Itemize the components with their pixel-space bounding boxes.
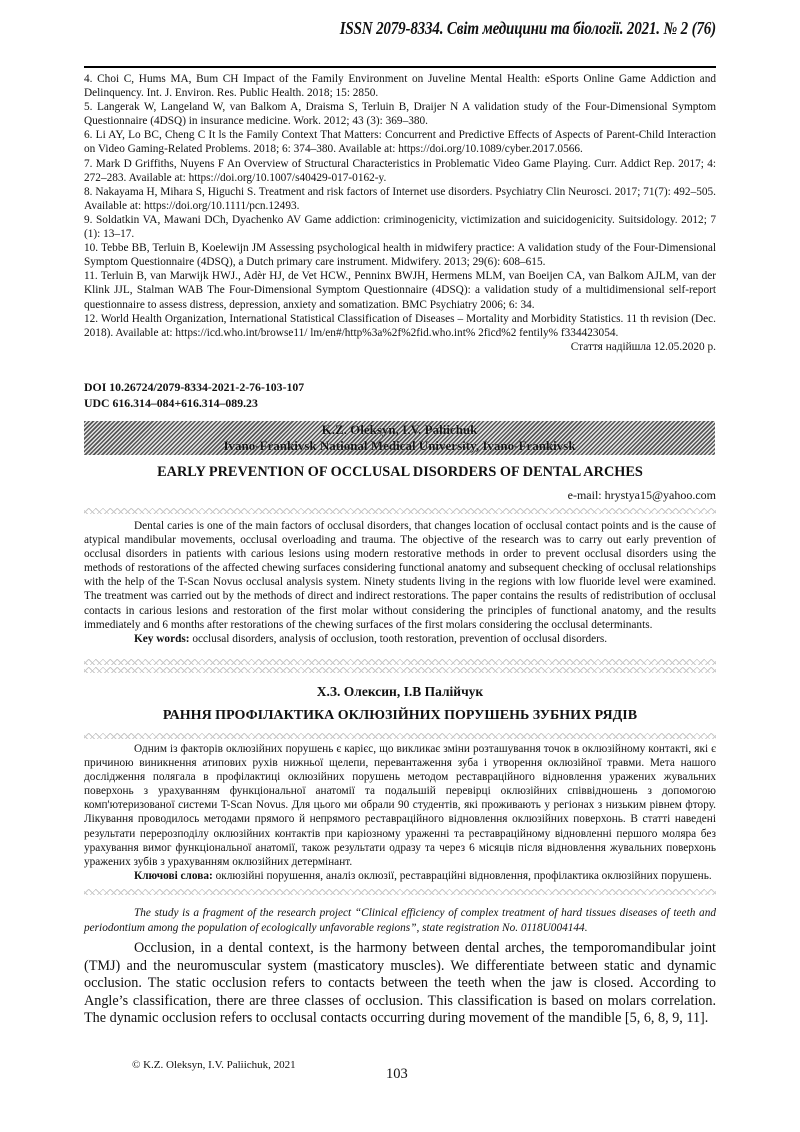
article-identifiers (84, 379, 304, 411)
funding-note (84, 906, 716, 936)
reference-item: 6. Li AY, Lo BC, Cheng C It ls the Family Context That Matters: Concurrent and Predictive Effects of Aspects of Parent-Child Interaction on Video Gaming-Related Problems. 2018; 6: 374–380. Available at: https://doi.org/10.1089/cyber.2017.0566. (84, 129, 716, 156)
copyright-notice: © K.Z. Oleksyn, I.V. Paliichuk, 2021 (132, 1059, 296, 1071)
keywords-en-label: Key words: (134, 632, 190, 645)
abstract-en (84, 519, 716, 646)
abstract-ua (84, 742, 716, 883)
page-number: 103 (386, 1066, 408, 1082)
keywords-ua-label: Ключові слова: (134, 869, 213, 882)
wavy-divider (84, 508, 716, 514)
received-date: Стаття надійшла 12.05.2020 р. (570, 340, 716, 353)
reference-item: 8. Nakayama H, Mihara S, Higuchi S. Treatment and risk factors of Internet use disorders. Psychiatry Clin Neurosci. 2017; 71(7): 492–505. Available at: https://doi.org/10.1111/pcn.12493. (84, 185, 716, 212)
authors-en: K.Z. Oleksyn, I.V. Paliichuk (321, 422, 478, 437)
abstract-ua-text: Одним із факторів оклюзійних порушень є карієс, що викликає зміни розташування точок в оклюзійному контакті, які є причиною виникнення атипових рухів нижньої щелепи, перевантаження зуба і утворення оклюзійної травми. Мета нашого дослідження полягала в профілактиці оклюзійних порушень методом реставраційного відновлення уражених жувальних поверхонь з урахуванням функціональної анатомії та подальшій перевірці оклюзійних співвідношень з допомогою комп'ютеризованої системи T-Scan Novus. Для цього ми обрали 90 студентів, які проживають у регіонах з низьким рівнем фтору. Лікування проводилось методами прямого й непрямого реставраційного відновлення оклюзійних поверхонь. В статті наведені результати перерозподілу оклюзійних контактів при каріозному ураженні та реставраційному відновленні першого моляра без урахування вимог функціональної анатомії, також результати одразу та через 6 місяців після відновлення жувальних поверхонь уражених зубів з урахуванням оклюзійних детермінант. (84, 743, 716, 868)
keywords-ua (84, 869, 716, 883)
article-title-ua: РАННЯ ПРОФІЛАКТИКА ОКЛЮЗІЙНИХ ПОРУШЕНЬ ЗУБНИХ РЯДІВ (162, 708, 638, 723)
article-body (84, 940, 716, 1028)
body-paragraph: Occlusion, in a dental context, is the harmony between dental arches, the temporomandibular joint (TMJ) and the neuromuscular system (masticatory muscles). We differentiate between static and dynamic occlusion. The static occlusion refers to contacts between the teeth when the jaw is closed. According to Angle’s classification, there are three classes of occlusion. This classification is based on molars correlation. The dynamic occlusion refers to occlusal contacts occurring during movement of the mandible [5, 6, 8, 9, 11]. (84, 940, 716, 1027)
doi: DOI 10.26724/2079-8334-2021-2-76-103-107 (84, 380, 305, 394)
references-list (84, 72, 716, 354)
reference-item: 11. Terluin B, van Marwijk HWJ., Adèr HJ, de Vet HCW., Penninx BWJH, Hermens MLM, van Boeijen CA, van Balkom AJLM, van der Klink JJL, Stalman WAB The Four-Dimensional Symptom Questionnaire (4DSQ): a validation study of a multidimensional self-report questionnaire to assess distress, depression, anxiety and somatization. BMC Psychiatry 2006; 6: 34. (84, 270, 716, 311)
wavy-divider (84, 667, 716, 673)
article-title-en: EARLY PREVENTION OF OCCLUSAL DISORDERS OF DENTAL ARCHES (157, 464, 643, 480)
authors-ua: Х.З. Олексин, І.В Палійчук (316, 684, 484, 699)
udc: UDC 616.314–084+616.314–089.23 (84, 396, 258, 410)
header-rule (84, 66, 716, 68)
journal-header: ISSN 2079-8334. Світ медицини та біології. 2021. № 2 (76) (339, 18, 716, 38)
keywords-ua-text: оклюзійні порушення, аналіз оклюзії, реставраційні відновлення, профілактика оклюзійних порушень. (212, 869, 712, 882)
reference-item: 10. Tebbe BB, Terluin B, Koelewijn JM Assessing psychological health in midwifery practice: A validation study of the Four-Dimensional Symptom Questionnaire (4DSQ), a Dutch primary care instrument. Midwifery. 2013; 29(6): 608–615. (84, 242, 716, 269)
wavy-divider (84, 733, 716, 739)
reference-item: 4. Choi C, Hums MA, Bum CH Impact of the Family Environment on Juveline Mental Health: eSports Online Game Addiction and Delinquency. Int. J. Environ. Res. Public Health. 2018; 15: 2850. (84, 73, 716, 100)
abstract-en-text: Dental caries is one of the main factors of occlusal disorders, that changes location of occlusal contact points and is the cause of atypical mandibular movements, occlusal overloading and trauma. The objective of the research was to carry out early prevention of occlusal disorders in patients with carious lesions using modern restorative methods in order to prevent occlusal disorders using the methods of restorations of the affected chewing surfaces considering functional anatomy and subsequent checking of occlusal relationships with the help of the T-Scan Novus occlusal analysis system. Ninety students living in the regions with low fluoride level were examined. The treatment was carried out by the methods of direct and indirect restorations. The paper contains the results of redistribution of occlusal contacts in carious lesions and restoration of the first molar without considering the principles of functional anatomy, and the results immediately and 6 months after restorations of the chewing surfaces of the first molars considering the occlusal determinants. (84, 520, 716, 631)
reference-item: 9. Soldatkin VA, Mawani DCh, Dyachenko AV Game addiction: criminogenicity, victimization and suicidogenicity. Suitsidology. 2012; 7 (1): 13–17. (84, 213, 716, 241)
funding-text: The study is a fragment of the research project “Clinical efficiency of complex treatment of hard tissues diseases of teeth and periodontium among the population of ecologically unfavorable regions”, state registration No. 0118U004144. (84, 907, 716, 934)
author-band (84, 421, 715, 455)
affiliation: Ivano-Frankivsk National Medical University, Ivano-Frankivsk (223, 438, 576, 453)
contact-email: e-mail: hrystya15@yahoo.com (567, 488, 716, 502)
wavy-divider (84, 659, 716, 665)
reference-item: 12. World Health Organization, International Statistical Classification of Diseases – Mortality and Morbidity Statistics. 11 th revision (Dec. 2018). Available at: https://icd.who.int/browse11/ lm/en#/http%3a%2f%2fid.who.int% 2ficd%2 fentily% f334423054. (84, 312, 716, 339)
wavy-divider (84, 889, 716, 895)
keywords-en-text: occlusal disorders, analysis of occlusion, tooth restoration, prevention of occlusal disorders. (189, 632, 608, 645)
reference-item: 5. Langerak W, Langeland W, van Balkom A, Draisma S, Terluin B, Draijer N A validation study of the Four-Dimensional Symptom Questionnaire (4DSQ) in insurance medicine. Work. 2012; 43 (3): 369–380. (84, 101, 716, 128)
keywords-en (84, 632, 716, 646)
reference-item: 7. Mark D Griffiths, Nuyens F An Overview of Structural Characteristics in Problematic Video Game Playing. Curr. Addict Rep. 2017; 4: 272–283. Available at: https://doi.org/10.1007/s40429-017-0162-y. (84, 157, 716, 184)
